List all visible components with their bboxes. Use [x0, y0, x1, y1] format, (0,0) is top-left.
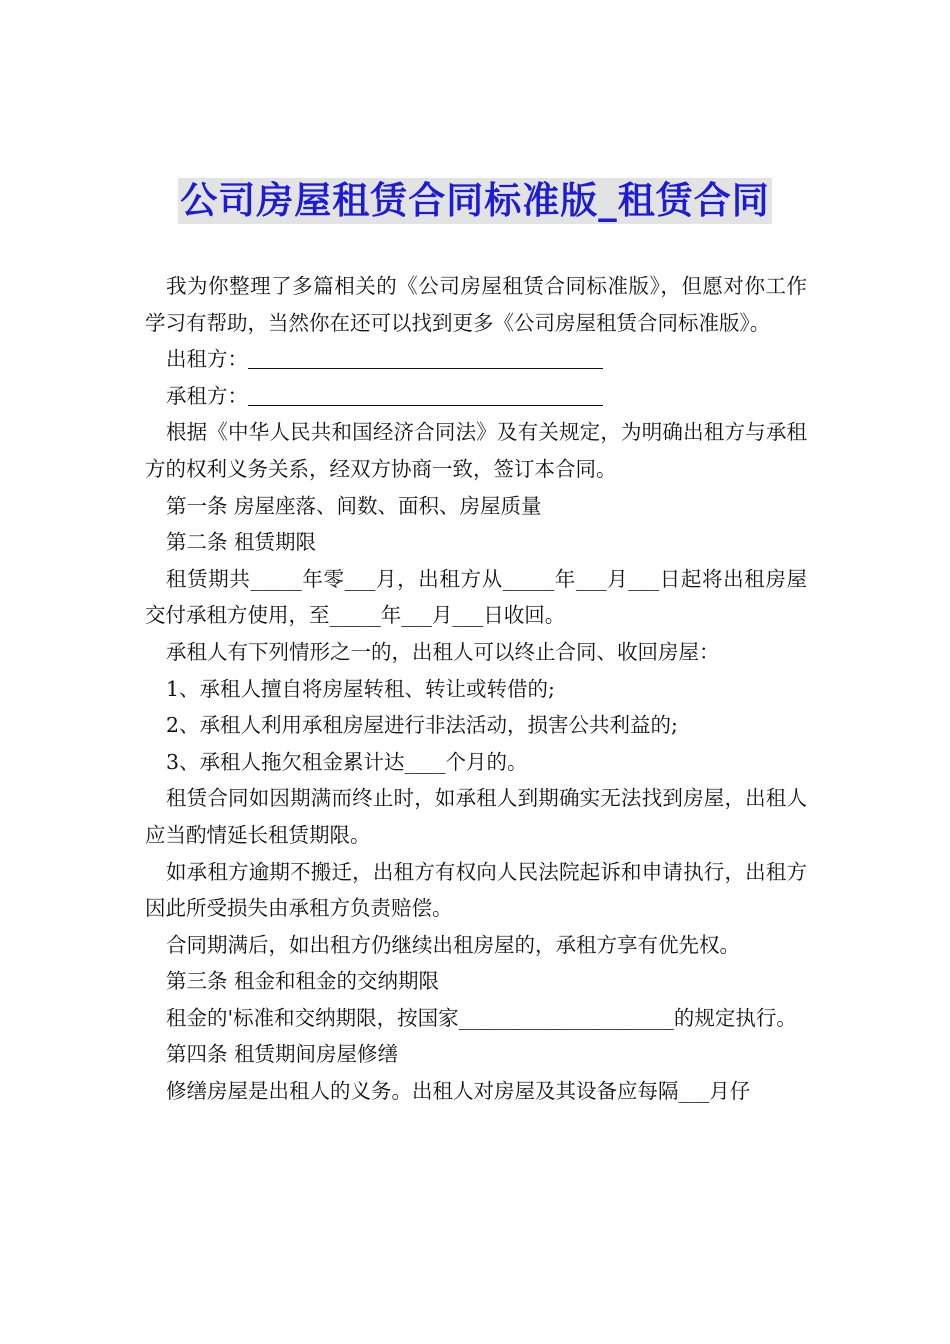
expiry-paragraph: 租赁合同如因期满而终止时，如承租人到期确实无法找到房屋，出租人应当酌情延长租赁期限。	[145, 786, 807, 847]
lessee-line	[145, 378, 807, 415]
term-paragraph: 租赁期共_____年零___月，出租方从_____年___月___日起将出租房屋交付承租方使用，至_____年___月___日收回。	[145, 566, 807, 628]
lessee-label: 承租方：	[166, 383, 248, 408]
priority-paragraph: 合同期满后，如出租方仍继续出租房屋的，承租方享有优先权。	[166, 932, 740, 957]
title-container	[0, 178, 950, 224]
article-2-heading: 第二条 租赁期限	[166, 530, 317, 555]
document-title: 公司房屋租赁合同标准版_租赁合同	[180, 179, 770, 222]
preamble-paragraph: 根据《中华人民共和国经济合同法》及有关规定，为明确出租方与承租方的权利义务关系，经双方协商一致，签订本合同。	[145, 420, 807, 481]
termination-item-3: 3、承租人拖欠租金累计达____个月的。	[166, 749, 528, 774]
article-3-heading: 第三条 租金和租金的交纳期限	[166, 969, 440, 994]
document-body	[145, 268, 807, 1110]
lessor-label: 出租方：	[166, 347, 248, 372]
termination-intro: 承租人有下列情形之一的，出租人可以终止合同、收回房屋：	[166, 639, 720, 664]
article-4-heading: 第四条 租赁期间房屋修缮	[166, 1042, 399, 1067]
repair-paragraph: 修缮房屋是出租人的义务。出租人对房屋及其设备应每隔___月仔	[166, 1079, 751, 1104]
overstay-paragraph: 如承租方逾期不搬迁，出租方有权向人民法院起诉和申请执行，出租方因此所受损失由承租方负责赔偿。	[145, 859, 807, 921]
intro-paragraph: 我为你整理了多篇相关的《公司房屋租赁合同标准版》，但愿对你工作学习有帮助，当然你在还可以找到更多《公司房屋租赁合同标准版》。	[145, 274, 807, 335]
article-1-heading: 第一条 房屋座落、间数、面积、房屋质量	[166, 493, 542, 518]
lessor-line	[145, 341, 807, 378]
lessor-blank-line	[248, 346, 603, 369]
lessee-blank-line	[248, 383, 603, 406]
termination-item-1: 1、承租人擅自将房屋转租、转让或转借的;	[166, 676, 555, 701]
rent-paragraph: 租金的'标准和交纳期限，按国家_____________________的规定执行。	[166, 1005, 797, 1030]
termination-item-2: 2、承租人利用承租房屋进行非法活动，损害公共利益的;	[166, 713, 678, 738]
